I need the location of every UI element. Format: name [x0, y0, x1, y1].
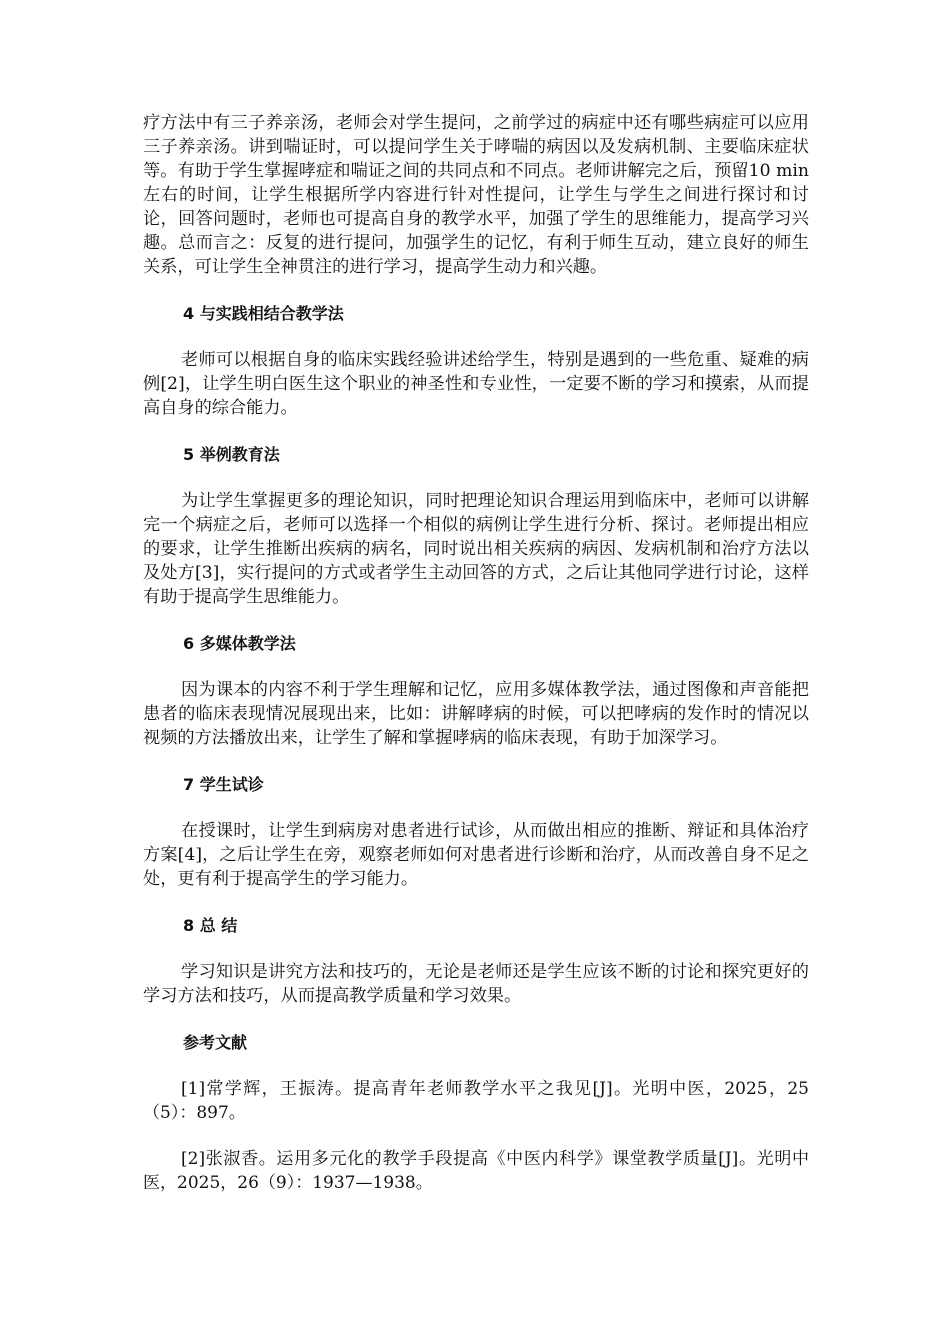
body-paragraph: 在授课时，让学生到病房对患者进行试诊，从而做出相应的推断、辩证和具体治疗方案[4]，之后让学生在旁，观察老师如何对患者进行诊断和治疗，从而改善自身不足之处，更有利于提高学生的学习能力。 [143, 821, 809, 889]
body-paragraph: 老师可以根据自身的临床实践经验讲述给学生，特别是遇到的一些危重、疑难的病例[2]，让学生明白医生这个职业的神圣性和专业性，一定要不断的学习和摸索，从而提高自身的综合能力。 [143, 350, 809, 418]
body-paragraph: 疗方法中有三子养亲汤，老师会对学生提问，之前学过的病症中还有哪些病症可以应用三子养亲汤。讲到喘证时，可以提问学生关于哮喘的病因以及发病机制、主要临床症状等。有助于学生掌握哮症和喘证之间的共同点和不同点。老师讲解完之后，预留10 min左右的时间，让学生根据所学内容进行针对性提问，让学生与学生之间进行探讨和讨论，回答问题时，老师也可提高自身的教学水平，加强了学生的思维能力，提高学习兴趣。总而言之：反复的进行提问，加强学生的记忆，有利于师生互动，建立良好的师生关系，可让学生全神贯注的进行学习，提高学生动力和兴趣。 [143, 113, 809, 277]
reference-item: [1]常学辉，王振涛。提高青年老师教学水平之我见[J]。光明中医，2025，25（5）：897。 [143, 1079, 809, 1123]
section-heading: 8 总 结 [183, 916, 238, 935]
section-heading: 7 学生试诊 [183, 775, 264, 794]
document-page [143, 111, 809, 1195]
section-heading: 5 举例教育法 [183, 445, 280, 464]
references-heading: 参考文献 [183, 1033, 248, 1052]
body-paragraph: 因为课本的内容不利于学生理解和记忆，应用多媒体教学法，通过图像和声音能把患者的临床表现情况展现出来，比如：讲解哮病的时候，可以把哮病的发作时的情况以视频的方法播放出来，让学生了解和掌握哮病的临床表现，有助于加深学习。 [143, 680, 809, 748]
section-heading: 6 多媒体教学法 [183, 634, 296, 653]
body-paragraph: 学习知识是讲究方法和技巧的，无论是老师还是学生应该不断的讨论和探究更好的学习方法和技巧，从而提高教学质量和学习效果。 [143, 962, 809, 1006]
reference-item: [2]张淑香。运用多元化的教学手段提高《中医内科学》课堂教学质量[J]。光明中医，2025，26（9）：1937—1938。 [143, 1149, 809, 1193]
section-heading: 4 与实践相结合教学法 [183, 304, 344, 323]
body-paragraph: 为让学生掌握更多的理论知识，同时把理论知识合理运用到临床中，老师可以讲解完一个病症之后，老师可以选择一个相似的病例让学生进行分析、探讨。老师提出相应的要求，让学生推断出疾病的病名，同时说出相关疾病的病因、发病机制和治疗方法以及处方[3]，实行提问的方式或者学生主动回答的方式，之后让其他同学进行讨论，这样有助于提高学生思维能力。 [143, 491, 809, 607]
